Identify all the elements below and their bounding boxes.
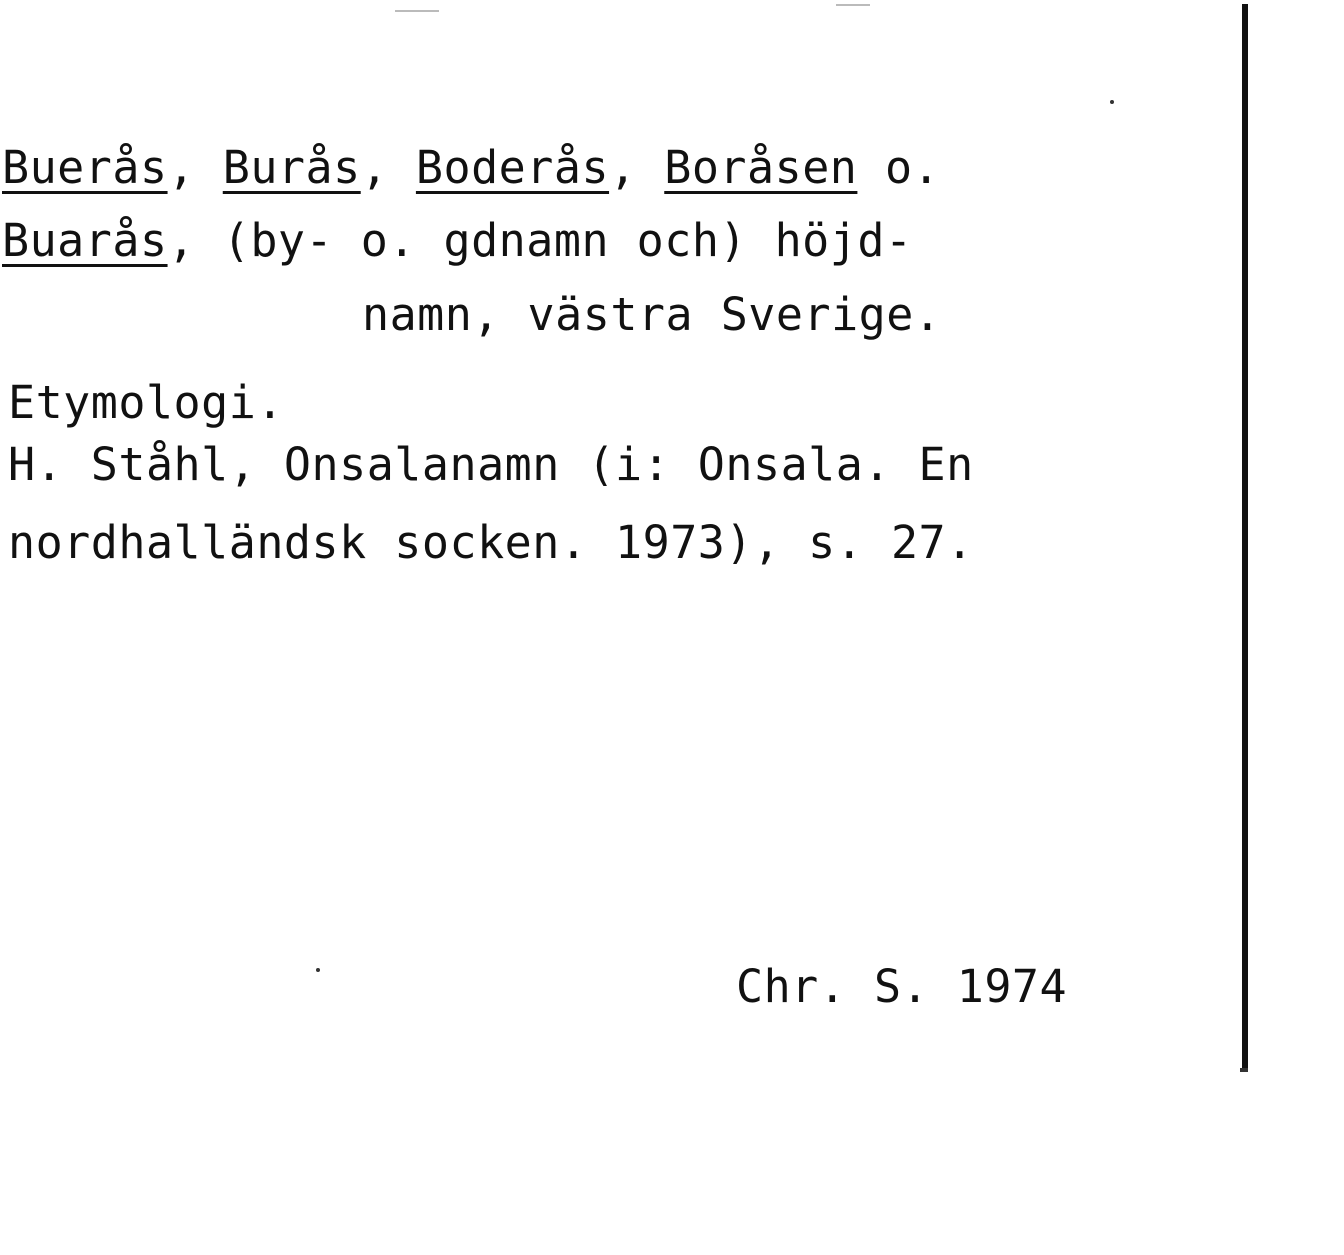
scan-mark: [1240, 1068, 1248, 1072]
headword-line-1: [2, 141, 941, 194]
source-line-1: H. Ståhl, Onsalanamn (i: Onsala. En: [8, 438, 974, 491]
speck: [1110, 100, 1114, 104]
headword-bueras: Buerås: [2, 141, 168, 194]
signature: Chr. S. 1974: [736, 960, 1068, 1013]
separator: ,: [609, 141, 665, 194]
separator: ,: [360, 141, 416, 194]
separator: ,: [167, 141, 223, 194]
category-label: Etymologi.: [8, 376, 284, 429]
source-line-2: nordhalländsk socken. 1973), s. 27.: [8, 516, 974, 569]
headword-line-1-tail: o.: [857, 141, 941, 194]
headword-buaras: Buarås: [2, 214, 168, 267]
scan-mark: [395, 10, 439, 12]
name-type-description: , (by- o. gdnamn och) höjd-: [167, 214, 913, 267]
headword-line-2: [2, 214, 913, 267]
headword-boderas: Boderås: [415, 141, 610, 194]
headword-buras: Burås: [222, 141, 361, 194]
speck: [316, 968, 320, 972]
region-line: namn, västra Sverige.: [362, 288, 942, 341]
scan-mark: [836, 4, 870, 6]
card-right-edge: [1242, 4, 1248, 1070]
headword-borasen: Boråsen: [664, 141, 858, 194]
